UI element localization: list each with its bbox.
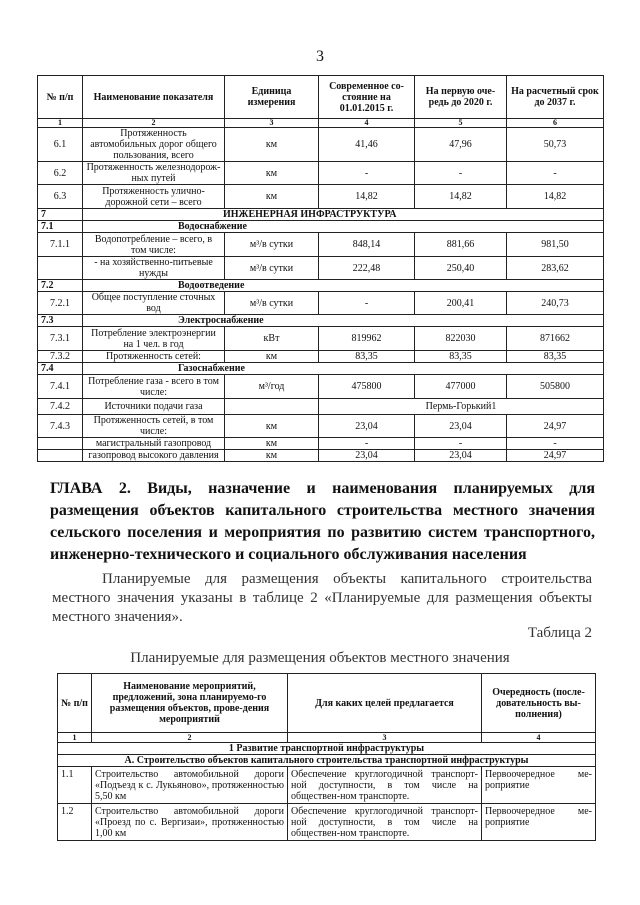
row-number: 7 bbox=[38, 209, 83, 221]
table-row bbox=[38, 233, 604, 257]
measure-purpose: Обеспечение круглогодичной транспорт-ной доступности, в том числе на обществен-ном транспорте. bbox=[288, 767, 482, 804]
col-header: № п/п bbox=[58, 674, 92, 733]
value-2037: 24,97 bbox=[507, 415, 604, 438]
row-number: 6.3 bbox=[38, 185, 83, 209]
value-2020: 23,04 bbox=[415, 415, 507, 438]
col-header: Очередность (после-довательность вы-полнения) bbox=[482, 674, 596, 733]
unit: км bbox=[225, 450, 319, 462]
table-caption: Планируемые для размещения объектов местного значения bbox=[130, 650, 510, 666]
unit: м³/в сутки bbox=[225, 292, 319, 315]
value-2015: 23,04 bbox=[319, 415, 415, 438]
col-index: 2 bbox=[83, 119, 225, 128]
col-index: 5 bbox=[415, 119, 507, 128]
section-title: 1 Развитие транспортной инфраструктуры bbox=[58, 743, 596, 755]
indicator-name: магистральный газопровод bbox=[83, 438, 225, 450]
section-title: ИНЖЕНЕРНАЯ ИНФРАСТРУКТУРА bbox=[83, 209, 604, 221]
table-row bbox=[38, 292, 604, 315]
measure-name: Строительство автомобильной дороги «Подъезд к с. Лукьяново», протяженностью 5,50 км bbox=[92, 767, 288, 804]
table-row bbox=[38, 351, 604, 363]
value-2037: 24,97 bbox=[507, 450, 604, 462]
table-row bbox=[38, 327, 604, 351]
row-number: 7.4.2 bbox=[38, 399, 83, 415]
unit: м³/в сутки bbox=[225, 233, 319, 257]
unit bbox=[225, 399, 319, 415]
page-number: 3 bbox=[316, 48, 324, 65]
section-row bbox=[38, 363, 604, 375]
measure-order: Первоочередное ме-роприятие bbox=[482, 804, 596, 841]
section-title: Водоотведение bbox=[83, 280, 604, 292]
value-2020: 881,66 bbox=[415, 233, 507, 257]
col-index: 1 bbox=[58, 733, 92, 743]
gas-source: Пермь-Горький1 bbox=[319, 399, 604, 415]
row-number: 1.1 bbox=[58, 767, 92, 804]
unit: км bbox=[225, 185, 319, 209]
table-label: Таблица 2 bbox=[527, 625, 592, 641]
col-header: Единица измерения bbox=[225, 76, 319, 119]
section-row bbox=[38, 280, 604, 292]
measure-name: Строительство автомобильной дороги «Проезд по с. Вергизаи», протяженностью 1,00 км bbox=[92, 804, 288, 841]
indicator-name: Общее поступление сточных вод bbox=[83, 292, 225, 315]
value-2020: 200,41 bbox=[415, 292, 507, 315]
column-index-row bbox=[38, 119, 604, 128]
section-title: Водоснабжение bbox=[83, 221, 604, 233]
unit: км bbox=[225, 438, 319, 450]
row-number: 1.2 bbox=[58, 804, 92, 841]
value-2015: 23,04 bbox=[319, 450, 415, 462]
col-header: На первую оче-редь до 2020 г. bbox=[415, 76, 507, 119]
row-number: 7.2 bbox=[38, 280, 83, 292]
value-2015: - bbox=[319, 292, 415, 315]
unit: км bbox=[225, 351, 319, 363]
subsection-title: А. Строительство объектов капитального строительства транспортной инфраструктуры bbox=[58, 755, 596, 767]
section-row bbox=[58, 743, 596, 755]
value-2015: 83,35 bbox=[319, 351, 415, 363]
value-2015: 41,46 bbox=[319, 128, 415, 162]
col-header: Современное со-стояние на 01.01.2015 г. bbox=[319, 76, 415, 119]
indicator-name: Протяженность сетей: bbox=[83, 351, 225, 363]
col-index: 2 bbox=[92, 733, 288, 743]
row-number bbox=[38, 438, 83, 450]
value-2037: 14,82 bbox=[507, 185, 604, 209]
table-row bbox=[38, 128, 604, 162]
value-2015: - bbox=[319, 162, 415, 185]
indicator-name: газопровод высокого давления bbox=[83, 450, 225, 462]
unit: км bbox=[225, 162, 319, 185]
column-index-row bbox=[58, 733, 596, 743]
value-2015: 819962 bbox=[319, 327, 415, 351]
row-number: 6.2 bbox=[38, 162, 83, 185]
table-row bbox=[58, 804, 596, 841]
chapter-heading: ГЛАВА 2. Виды, назначение и наименования планируемых для размещения объектов капитального строительства местного значения сельского поселения и мероприятия по развитию систем транспортного, инженерно-технического и социального обслуживания населения bbox=[50, 480, 595, 563]
row-number: 7.4.3 bbox=[38, 415, 83, 438]
row-number bbox=[38, 450, 83, 462]
value-2037: - bbox=[507, 438, 604, 450]
row-number: 7.4 bbox=[38, 363, 83, 375]
section-row bbox=[38, 315, 604, 327]
col-header: На расчетный срок до 2037 г. bbox=[507, 76, 604, 119]
table-row bbox=[38, 185, 604, 209]
indicator-name: Протяженность железнодорож-ных путей bbox=[83, 162, 225, 185]
indicator-name: - на хозяйственно-питьевые нужды bbox=[83, 257, 225, 280]
value-2015: 848,14 bbox=[319, 233, 415, 257]
col-index: 1 bbox=[38, 119, 83, 128]
col-header: Для каких целей предлагается bbox=[288, 674, 482, 733]
row-number: 6.1 bbox=[38, 128, 83, 162]
value-2037: 981,50 bbox=[507, 233, 604, 257]
indicator-name: Потребление газа - всего в том числе: bbox=[83, 375, 225, 399]
col-index: 3 bbox=[288, 733, 482, 743]
section-row bbox=[38, 221, 604, 233]
indicator-name: Водопотребление – всего, в том числе: bbox=[83, 233, 225, 257]
table-row bbox=[38, 162, 604, 185]
col-header: № п/п bbox=[38, 76, 83, 119]
section-title: Электроснабжение bbox=[83, 315, 604, 327]
row-number: 7.1.1 bbox=[38, 233, 83, 257]
table-row bbox=[38, 257, 604, 280]
row-number: 7.1 bbox=[38, 221, 83, 233]
table-header-row bbox=[58, 674, 596, 733]
table-row bbox=[38, 399, 604, 415]
row-number: 7.3 bbox=[38, 315, 83, 327]
value-2037: - bbox=[507, 162, 604, 185]
value-2020: 83,35 bbox=[415, 351, 507, 363]
value-2020: - bbox=[415, 438, 507, 450]
subsection-row bbox=[58, 755, 596, 767]
row-number: 7.3.2 bbox=[38, 351, 83, 363]
planned-objects-table bbox=[57, 673, 596, 841]
indicator-name: Источники подачи газа bbox=[83, 399, 225, 415]
value-2020: 23,04 bbox=[415, 450, 507, 462]
value-2015: 222,48 bbox=[319, 257, 415, 280]
value-2020: 47,96 bbox=[415, 128, 507, 162]
value-2020: 477000 bbox=[415, 375, 507, 399]
value-2015: 475800 bbox=[319, 375, 415, 399]
col-index: 6 bbox=[507, 119, 604, 128]
value-2037: 50,73 bbox=[507, 128, 604, 162]
unit: кВт bbox=[225, 327, 319, 351]
row-number: 7.4.1 bbox=[38, 375, 83, 399]
row-number: 7.3.1 bbox=[38, 327, 83, 351]
intro-paragraph: Планируемые для размещения объекты капитального строительства местного значения указаны в таблице 2 «Планируемые для размещения объекты местного значения». bbox=[52, 571, 592, 625]
value-2020: - bbox=[415, 162, 507, 185]
unit: км bbox=[225, 128, 319, 162]
value-2020: 14,82 bbox=[415, 185, 507, 209]
value-2020: 250,40 bbox=[415, 257, 507, 280]
value-2015: 14,82 bbox=[319, 185, 415, 209]
col-index: 4 bbox=[319, 119, 415, 128]
col-index: 3 bbox=[225, 119, 319, 128]
table-row bbox=[38, 415, 604, 438]
value-2037: 83,35 bbox=[507, 351, 604, 363]
table-row bbox=[38, 375, 604, 399]
measure-order: Первоочередное ме-роприятие bbox=[482, 767, 596, 804]
indicators-table-body bbox=[38, 128, 604, 462]
col-header: Наименование показателя bbox=[83, 76, 225, 119]
table-header-row bbox=[38, 76, 604, 119]
value-2015: - bbox=[319, 438, 415, 450]
table-row bbox=[38, 450, 604, 462]
table-row bbox=[58, 767, 596, 804]
col-index: 4 bbox=[482, 733, 596, 743]
indicator-name: Протяженность сетей, в том числе: bbox=[83, 415, 225, 438]
row-number: 7.2.1 bbox=[38, 292, 83, 315]
value-2037: 871662 bbox=[507, 327, 604, 351]
section-row bbox=[38, 209, 604, 221]
row-number bbox=[38, 257, 83, 280]
table-row bbox=[38, 438, 604, 450]
indicators-table bbox=[37, 75, 604, 462]
measure-purpose: Обеспечение круглогодичной транспорт-ной доступности, в том числе на обществен-ном транспорте. bbox=[288, 804, 482, 841]
value-2037: 505800 bbox=[507, 375, 604, 399]
indicator-name: Потребление электроэнергии на 1 чел. в год bbox=[83, 327, 225, 351]
col-header: Наименование мероприятий, предложений, зона планируемо-го размещения объектов, прове-дения мероприятий bbox=[92, 674, 288, 733]
unit: м³/в сутки bbox=[225, 257, 319, 280]
section-title: Газоснабжение bbox=[83, 363, 604, 375]
indicator-name: Протяженность улично-дорожной сети – всего bbox=[83, 185, 225, 209]
value-2037: 283,62 bbox=[507, 257, 604, 280]
indicator-name: Протяженность автомобильных дорог общего пользования, всего bbox=[83, 128, 225, 162]
value-2037: 240,73 bbox=[507, 292, 604, 315]
unit: м³/год bbox=[225, 375, 319, 399]
unit: км bbox=[225, 415, 319, 438]
value-2020: 822030 bbox=[415, 327, 507, 351]
